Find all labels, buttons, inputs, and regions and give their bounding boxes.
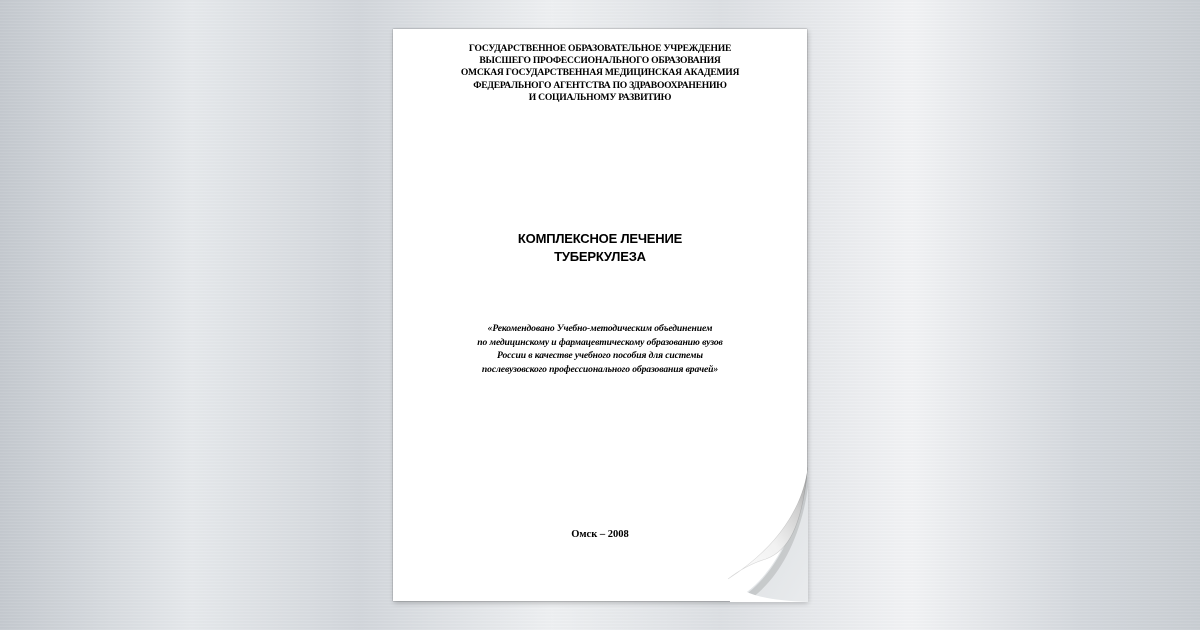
recommendation-line: послевузовского профессионального образования врачей» bbox=[481, 364, 719, 376]
document-title bbox=[393, 230, 807, 266]
page-curl-icon bbox=[708, 467, 808, 602]
institution-line: ОМСКАЯ ГОСУДАРСТВЕННАЯ МЕДИЦИНСКАЯ АКАДЕМИЯ bbox=[460, 67, 740, 79]
recommendation-line: «Рекомендовано Учебно-методическим объединением bbox=[487, 323, 713, 334]
institution-line: ВЫСШЕГО ПРОФЕССИОНАЛЬНОГО ОБРАЗОВАНИЯ bbox=[479, 55, 721, 67]
recommendation-line: по медицинскому и фармацевтическому образованию вузов bbox=[477, 336, 723, 348]
institution-line: ФЕДЕРАЛЬНОГО АГЕНТСТВА ПО ЗДРАВООХРАНЕНИЮ bbox=[473, 79, 727, 91]
institution-header bbox=[393, 43, 807, 104]
title-line: ТУБЕРКУЛЕЗА bbox=[554, 249, 646, 264]
document-page bbox=[393, 29, 807, 601]
institution-line: И СОЦИАЛЬНОМУ РАЗВИТИЮ bbox=[528, 91, 672, 103]
city-year: Омск – 2008 bbox=[571, 529, 629, 540]
recommendation-line: России в качестве учебного пособия для системы bbox=[497, 350, 703, 362]
recommendation-text bbox=[393, 322, 807, 377]
institution-line: ГОСУДАРСТВЕННОЕ ОБРАЗОВАТЕЛЬНОЕ УЧРЕЖДЕНИЕ bbox=[468, 43, 732, 54]
title-line: КОМПЛЕКСНОЕ ЛЕЧЕНИЕ bbox=[517, 231, 683, 246]
